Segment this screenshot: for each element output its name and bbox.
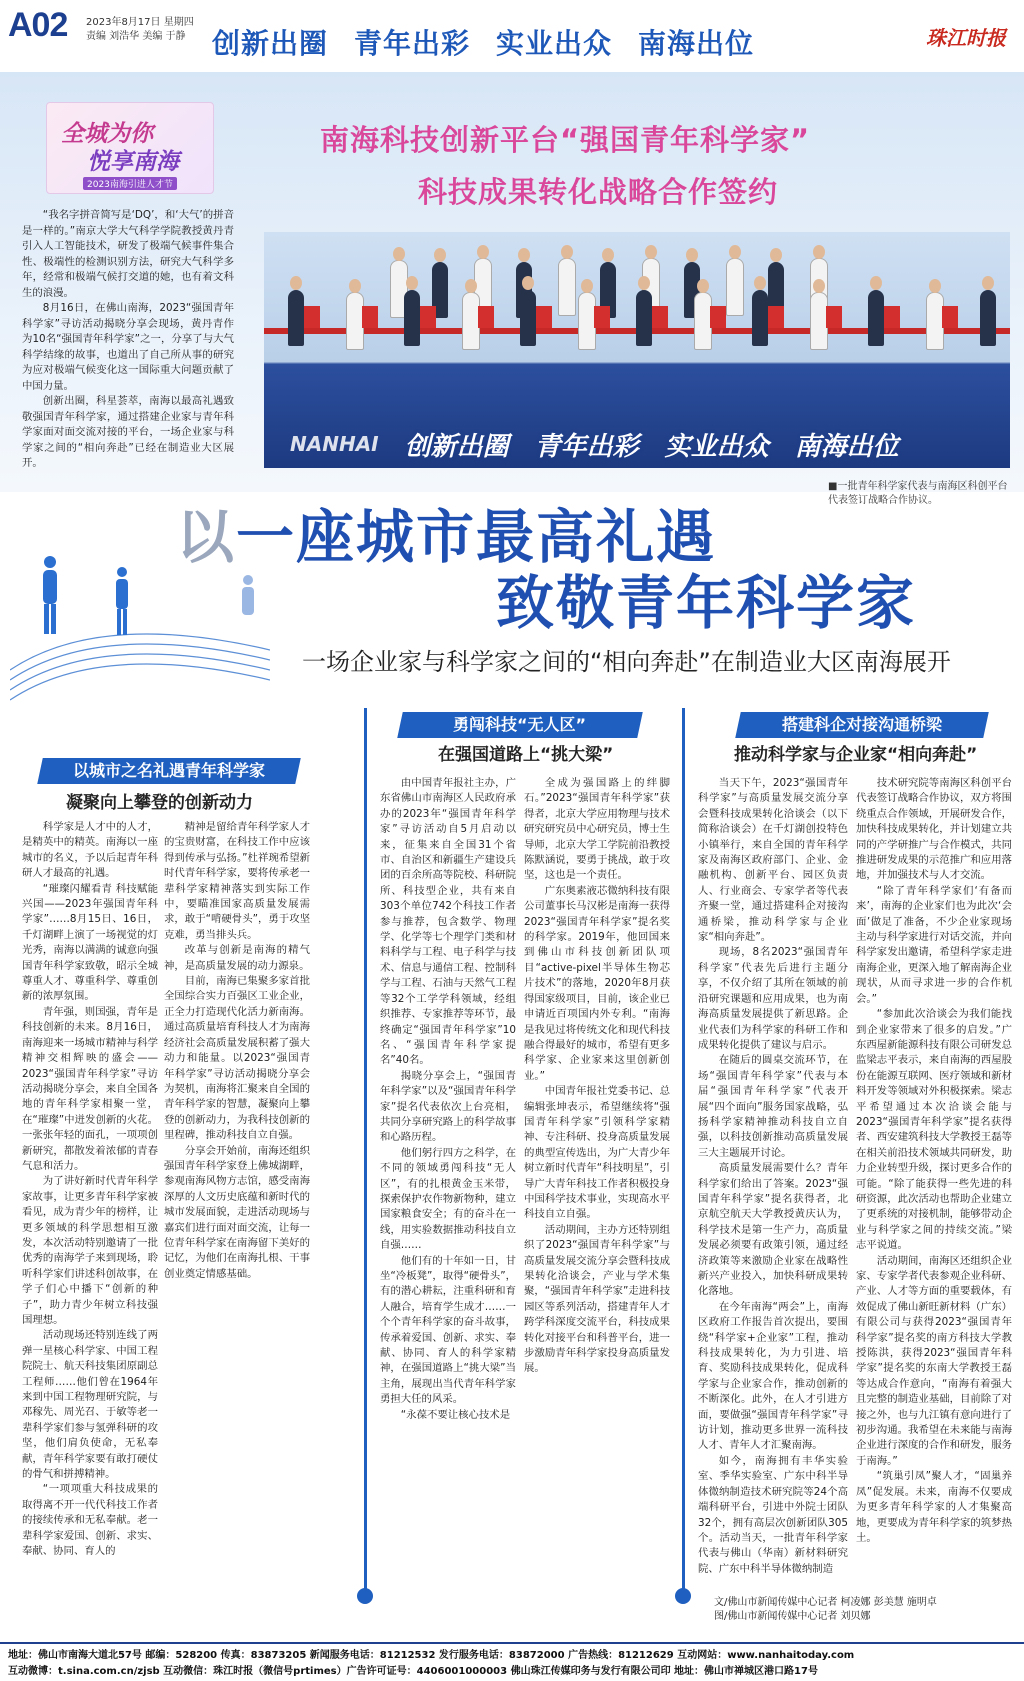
stage-slogan: 青年出彩 [534,431,639,462]
body-paragraph: 现场，8名2023“强国青年科学家”代表先后进行主题分享，不仅介绍了其所在领域的前沿研究课题和应用成果，也为南海高质量发展提供了新思路。企业代表们为科学家的科研工作和成果转化提供了建议与启示。 [698,946,848,1051]
body-paragraph: 全成为强国路上的绊脚石。”2023“强国青年科学家”获得者，北京大学应用物理与技术研究研究员中心研究员，博士生导师，北京大学工学院前沿教授陈默涵说，要勇于挑战，敢于攻坚，这也是一个责任。 [524,777,670,882]
section-subtitle-1: 凝聚向上攀登的创新动力 [66,793,253,813]
main-headline-line-2: 致敬青年科学家 [496,569,917,637]
body-paragraph: 活动期间，南海区还组织企业家、专家学者代表参观企业科研、产业、人才等方面的重要载体，有效促成了佛山新旺新材料（广东）有限公司与获得2023“强国青年科学家”提名奖的南方科技大学教授陈洪，获得2023“强国青年科学家”提名奖的东南大学教授王磊等达成合作意向，“南海有着强大且完整的制造业基础，目前除了对接之外，也与九江镇有意向进行了初步沟通。我希望在未来能与南海企业进行深度的合作和研发，服务于南海。” [856,1254,1012,1467]
signed-certificate [652,306,668,328]
section-2-column-a [380,776,516,1423]
signed-certificate [826,306,842,328]
body-paragraph: 由中国青年报社主办，广东省佛山市南海区人民政府承办的2023年“强国青年科学家”寻访活动自5月启动以来，征集来自全国31个省市、自治区和新疆生产建设兵团的百余所高等院校、科研院所、科技型企业，共有来自303个单位742个科技工作者参与推荐，包含数学、物理学、化学等七个理学门类和材料科学与工程、电子科学与技术、信息与通信工程、控制科学与工程、石油与天然气工程等32个工学学科领域，经组织推荐、专家推荐等环节，最终确定“强国青年科学家”10名、“强国青年科学家提名”40名。 [380,777,516,1067]
body-paragraph: 目前，南海已集聚多家首批全国综合实力百强区工业企业，正全力打造现代化活力新南海。通过高质量培育科技人才为南海经济社会高质量发展积蓄了强大动力和能量。以2023“强国青年科学家”寻访活动揭晓分享会为契机，南海将汇聚来自全国的青年科学家的智慧，凝聚向上攀登的创新动力，为我科技创新的里程碑，推动科技自立自强。 [164,975,310,1142]
signed-certificate [304,306,320,328]
signed-certificate [420,306,436,328]
main-headline-rest: 一座城市最高礼遇 [236,503,717,571]
stage-slogan: 南海出位 [794,431,899,462]
person-figure [636,290,652,346]
stage-slogan: 创新出圈 [404,431,509,462]
body-paragraph: 高质量发展需要什么？青年科学家们给出了答案。2023“强国青年科学家”提名获得者，北京航空航天大学教授黄庆认为，科学技术是第一生产力，高质量发展必须要有政策引领，通过经济政策等来激励企业家在战略性新兴产业投入，加快科研成果转化落地。 [698,1162,848,1298]
section-subtitle-3: 推动科学家与企业家“相向奔赴” [734,745,978,765]
person-figure [288,290,304,346]
section-subtitle-2: 在强国道路上“挑大梁” [438,745,614,765]
intro-paragraph: 8月16日，在佛山南海，2023“强国青年科学家”寻访活动揭晓分享会现场，黄丹青作为10名“强国青年科学家”之一，分享了与大气科学结缘的故事，也道出了自己所从事的研究为应对极端气候变化这一国际重大问题贡献了中国力量。 [22,302,234,392]
signed-certificate [942,306,958,328]
divider-dot [357,1588,373,1604]
body-paragraph: 在今年南海“两会”上，南海区政府工作报告首次提出，要围绕“科学家+企业家”工程，推动科技成果转化，为力引进、培育、奖励科技成果转化，促成科学家与企业家合作，推动创新的不断深化。此外，在人才引进方面，要做强“强国青年科学家”寻访计划，推动更多世界一流科技人才、青年人才汇聚南海。 [698,1300,848,1452]
section-tag-3 [735,712,989,738]
section-tag-label: 以城市之名礼遇青年科学家 [72,761,265,780]
person-figure [404,290,420,346]
footer-line-1: 地址：佛山市南海大道北57号 邮编：528200 传真：83873205 新闻服务电话：81212532 发行服务电话：83872000 广告热线：81212629 互动网站：www.nanhaitoday.com [8,1650,855,1661]
body-paragraph: 他们躬行四方之科学，在不同的领域勇闯科技“无人区”，有的扎根黄金玉米带，探索保护农作物新物种，建立国家粮食安全；有的奋斗在一线，用实验数据推动科技自立自强…… [380,1146,516,1252]
intro-paragraph: “我名字拼音简写是‘DQ’，和‘大气’的拼音是一样的。”南京大学大气科学学院教授黄丹青引入人工智能技术，研发了极端气候事件集合性、极端性的检测识别方法，研究大气科学多年，经常和极端气候打交道的她，也有着文科生的浪漫。 [22,209,234,299]
page-header [0,0,1024,72]
body-paragraph: 当天下午，2023“强国青年科学家”与高质量发展交流分享会暨科技成果转化洽谈会（以下简称洽谈会）在千灯湖创投特色小镇举行，来自全国的青年科学家及南海区政府部门、企业、金融机构、创新平台、园区负责人、行业商会、专家学者等代表齐聚一堂，通过搭建科企对接沟通桥梁，推动科学家与企业家“相向奔赴”。 [698,777,848,944]
column-divider [364,708,367,1598]
body-paragraph: 分享会开始前，南海还组织强国青年科学家登上佛城湖畔，参观南海风物方志馆，感受南海深厚的人文历史底蕴和新时代的城市发展面貌，走进活动现场与嘉宾们进行面对面交流，让每一位青年科学家在南海留下美好的记忆，为他们在南海扎根、干事创业奠定情感基础。 [164,1144,310,1280]
header-slogans [212,22,754,62]
header-slogan: 实业出众 [496,27,613,60]
body-paragraph: “一项项重大科技成果的取得离不开一代代科技工作者的接续传承和无私奉献。老一辈科学家爱国、创新、求实、奉献、协同、育人的 [22,1483,158,1558]
intro-text [22,208,234,472]
section-tag-1 [37,758,301,784]
person-figure [558,258,576,316]
photo-caption: ■一批青年科学家代表与南海区科创平台代表签订战略合作协议。 [828,481,1008,506]
credit-line: 文/佛山市新闻传媒中心记者 柯凌娜 彭美慧 施明卓 [714,1597,937,1608]
newspaper-brand: 珠江时报 [926,26,1006,50]
section-2-column-b [524,776,670,1377]
section-1-column-b [164,820,310,1282]
body-paragraph: 青年强，则国强，青年是科技创新的未来。8月16日，南海迎来一场城市精神与科学精神交相辉映的盛会——2023“强国青年科学家”寻访活动揭晓分享会，来自全国各地的青年科学家相聚一堂，在“璀璨”中迸发创新的火花。一张张年轻的面孔，一项项创新研究，都散发着浓郁的青春气息和活力。 [22,1005,158,1172]
logo-line-3: 2023南海引进人才节 [83,177,177,190]
signed-certificate [536,306,552,328]
credit-line: 图/佛山市新闻传媒中心记者 刘贝娜 [714,1611,871,1622]
section-tag-label: 搭建科企对接沟通桥梁 [781,715,942,734]
section-3-column-b [856,776,1012,1546]
article-credits [714,1596,1014,1624]
body-paragraph: 改革与创新是南海的精气神，是高质量发展的动力源泉。 [164,944,310,972]
main-subtitle: 一场企业家与科学家之间的“相向奔赴”在制造业大区南海展开 [302,648,951,676]
page-number: A02 [8,6,68,44]
section-tag-label: 勇闯科技“无人区” [453,715,587,734]
body-paragraph: 活动期间，主办方还特别组织了2023“强国青年科学家”与高质量发展交流分享会暨科技成果转化洽谈会，产业与学术集聚，“强国青年科学家”走进科技园区等系列活动，搭建青年人才跨学科深度交流平台，科技成果转化对接平台和科普平台，进一步激励青年科学家投身高质量发展。 [524,1223,670,1375]
header-slogan: 南海出位 [638,27,755,60]
main-headline-lead: 以 [176,503,237,571]
body-paragraph: 精神是留给青年科学家人才的宝贵财富，在科技工作中应该得到传承与弘扬。”杜祥琬希望新时代青年科学家，要将传承老一辈科学家精神落实到实际工作中，要瞄准国家高质量发展需求，敢于“啃硬骨头”，勇于攻坚克难，勇当排头兵。 [164,821,310,941]
body-paragraph: “参加此次洽谈会为我们能找到企业家带来了很多的启发。”广东西屋新能源科技有限公司研发总监梁志平表示，来自南海的西屋股份在能源互联网、医疗领域和新材料开发等领域对外积极探索。梁志平希望通过本次洽谈会能与2023“强国青年科学家”提名获得者、西安建筑科技大学教授王磊等在相关前沿技术领域共同研发，助力企业转型升级，探讨更多合作的可能。“除了能获得一些先进的科研资源，此次活动也帮助企业建立了更系统的对接机制，能够带动企业与科学家之间的持续交流。”梁志平说道。 [856,1008,1012,1252]
person-figure [726,258,744,316]
header-slogan: 青年出彩 [354,27,471,60]
body-paragraph: 科学家是人才中的人才，是精英中的精英。南海以一座城市的名义，予以后起青年科研人才最高的礼遇。 [22,821,158,880]
stage-backdrop-slogans [264,424,1010,464]
divider-dot [675,1588,691,1604]
person-figure [980,290,996,346]
header-slogan: 创新出圈 [212,27,329,60]
person-figure [752,290,768,346]
body-paragraph: “璀璨闪耀看青 科技赋能兴国——2023年强国青年科学家”……8月15日、16日，千灯湖畔上演了一场视觉的灯光秀，南海以满满的诚意向强国青年科学家致敬，昭示全城尊重人才、尊重科学、尊重创新的浓厚氛围。 [22,882,158,1003]
footer-line-2: 互动微博：t.sina.com.cn/zjsb 互动微信：珠江时报（微信号prtimes）广告许可证号：4406001000003 佛山珠江传媒印务与发行有限公司印 地址：佛山市禅城区港口路17号 [8,1666,818,1677]
page-footer [0,1642,1024,1681]
signed-certificate [478,306,494,328]
editors-line: 责编 刘浩华 美编 于静 [86,31,186,42]
section-3-column-a [698,776,848,1577]
photo-headline-1: 南海科技创新平台“强国青年科学家” [320,123,811,157]
person-figure [520,290,536,346]
signed-certificate [594,306,610,328]
intro-paragraph: 创新出圈，科星荟萃，南海以最高礼遇致敬强国青年科学家，通过搭建企业家与青年科学家面对面交流对接的平台，一场企业家与科学家之间的“相向奔赴”已经在制造业大区展开。 [22,395,234,469]
body-paragraph: 技术研究院等南海区科创平台代表签订战略合作协议，双方将围绕重点合作领域，开展研发合作，加快科技成果转化，并计划建立共同的产学研推广与合作模式，共同推进研发成果的示范推广和应用落地，并加强技术与人才交流。 [856,777,1012,882]
signed-certificate [362,306,378,328]
body-paragraph: 在随后的圆桌交流环节，在场“强国青年科学家”代表与本届“强国青年科学家”代表开展“四个面向”服务国家战略，弘扬科学家精神推动科技自立自强，以科技创新推动高质量发展三大主题展开讨论。 [698,1054,848,1159]
body-paragraph: 揭晓分享会上，“强国青年科学家”以及“强国青年科学家”提名代表依次上台亮相，共同分享研究路上的科学故事和心路历程。 [380,1069,516,1144]
issue-date: 2023年8月17日 星期四 [86,17,194,28]
body-paragraph: 广东奥素液芯微纳科技有限公司董事长马汉彬是南海一获得2023“强国青年科学家”提名奖的科学家。2019年，他回国来到佛山市科技创新团队项目“active-pixel半导体生物芯片技术”的落地，2020年8月获得国家级项目，目前，该企业已申请近百项国内外专利。“南海是我见过将传统文化和现代科技融合得最好的城市，希望有更多科学家、企业家来这里创新创业。” [524,884,670,1082]
signed-certificate [768,306,784,328]
body-paragraph: “永葆不要让核心技术是 [400,1408,511,1421]
logo-line-2: 悦享南海 [87,148,179,175]
signed-certificate [710,306,726,328]
body-paragraph: 如今，南海拥有丰华实验室、季华实验室、广东中科半导体微纳制造技术研究院等24个高端科研平台，引进中外院士团队32个，拥有高层次创新团队305个。活动当天，一批青年科学家代表与佛山（华南）新材料研究院、广东中科半导体微纳制造 [698,1454,848,1575]
signed-certificate [884,306,900,328]
body-paragraph: “除了青年科学家们‘有备而来’，南海的企业家们也为此次‘会面’做足了准备，不少企业家现场主动与科学家进行对话交流，并向科学家发出邀请，希望科学家走进南海企业，更深入地了解南海企业现状，从而寻求进一步的合作机会。” [856,884,1012,1005]
body-paragraph: 他们有的十年如一日，甘坐“冷板凳”，取得“硬骨头”，有的潜心耕耘，注重科研和育人融合，培育学生成才……一个个青年科学家的奋斗故事，传承着爱国、创新、求实、奉献、协同、育人的科学家精神，在强国道路上“挑大梁”当主角，展现出当代青年科学家勇担大任的风采。 [380,1254,516,1406]
stage-brand: NANHAI [290,432,379,456]
scientist-illustration [10,550,270,710]
body-paragraph: 中国青年报社党委书记、总编辑张坤表示，希望继续将“强国青年科学家”引领科学家精神、专注科研、投身高质量发展的典型宣传选出，为广大青少年树立新时代青年“科技明星”，引导广大青年科技工作者积极投身中国科学技术事业，实现高水平科技自立自强。 [524,1085,670,1221]
person-figure [868,290,884,346]
section-1-column-a [22,820,158,1560]
section-tag-2 [397,712,643,738]
body-paragraph: 为了讲好新时代青年科学家故事，让更多青年科学家被看见，成为青少年的榜样，让更多领域的科学思想相互激发，本次活动特别邀请了一批优秀的南海学子来到现场，聆听科学家们讲述科创故事，在学子们心中播下“创新的种子”，助力青少年树立科技强国理想。 [22,1175,158,1326]
column-divider [682,708,685,1598]
logo-line-1: 全城为你 [61,120,153,147]
body-paragraph: “筑巢引凤”聚人才，“固巢养凤”促发展。未来，南海不仅要成为更多青年科学家的人才集聚高地，更要成为青年科学家的筑梦热土。 [856,1470,1012,1544]
body-paragraph: 活动现场还特别连线了两弹一星核心科学家、中国工程院院士、航天科技集团原副总工程师……他们曾在1964年来到中国工程物理研究院，与邓稼先、周光召、于敏等老一辈科学家们参与氢弹科研的攻坚，他们肩负使命，无私奉献，青年科学家要有敢打硬仗的骨气和拼搏精神。 [22,1329,158,1481]
photo-headline-2: 科技成果转化战略合作签约 [418,175,779,209]
stage-slogan: 实业出众 [664,431,769,462]
event-logo [46,102,214,194]
